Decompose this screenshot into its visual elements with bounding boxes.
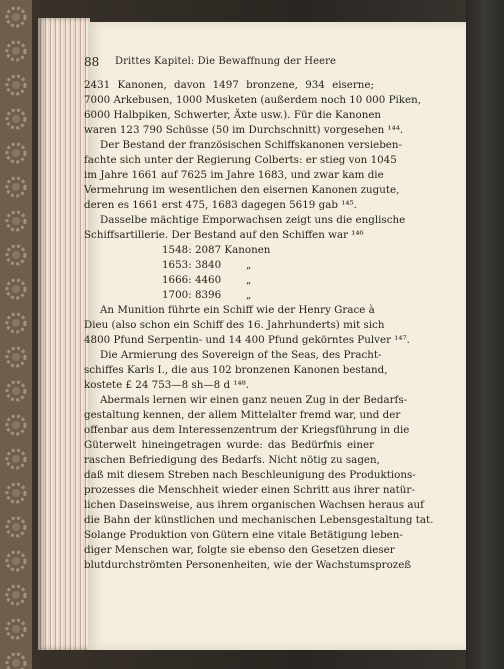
ditto-mark: „ [246, 274, 252, 286]
running-title: Drittes Kapitel: Die Bewaffnung der Heere [115, 56, 337, 67]
text-line: 6000 Halbpiken, Schwerter, Äxte usw.). Für die Kanonen [84, 109, 382, 121]
table-cell: 1666: 4460 [162, 274, 222, 286]
text-line: daß mit diesem Streben nach Beschleunigung des Produktions- [84, 469, 416, 481]
text-line: Solange Produktion von Gütern eine vitale Betätigung leben- [84, 529, 403, 541]
text-line: Schiffsartillerie. Der Bestand auf den Schiffen war ¹⁴⁶ [84, 229, 364, 241]
text-line: lichen Daseinsweise, aus ihrem organischen Wachsen heraus auf [84, 499, 424, 511]
text-line: raschen Befriedigung des Bedarfs. Nicht nötig zu sagen, [84, 454, 380, 466]
table-cell: 1700: 8396 [162, 289, 222, 301]
text-line: Die Armierung des Sovereign of the Seas, des Pracht- [100, 349, 382, 361]
artillery-table [84, 243, 374, 303]
text-line: diger Menschen war, folgte sie ebenso den Gesetzen dieser [84, 544, 395, 556]
text-line: Güterwelt hineingetragen wurde: das Bedürfnis einer [84, 439, 374, 451]
table-row [84, 273, 374, 288]
text-line: schiffes Karls I., die aus 102 bronzenen Kanonen bestand, [84, 364, 388, 376]
text-line: kostete £ 24 753—8 sh—8 d ¹⁴⁸. [84, 379, 249, 391]
table-cell: 1653: 3840 [162, 259, 222, 271]
table-row [84, 288, 374, 303]
cover-pattern-icon [0, 0, 32, 669]
text-line: 4800 Pfund Serpentin- und 14 400 Pfund gekörntes Pulver ¹⁴⁷. [84, 334, 410, 346]
page-edges [38, 18, 90, 650]
text-line: 7000 Arkebusen, 1000 Musketen (außerdem noch 10 000 Piken, [84, 94, 422, 106]
body-text [84, 78, 434, 573]
paragraph [84, 303, 410, 348]
text-line: prozesses die Menschheit wieder einen Schritt aus ihrer natür- [84, 484, 415, 496]
book-cover-left [0, 0, 32, 669]
paragraph [84, 393, 434, 573]
table-row [84, 258, 374, 273]
text-line: Abermals lernen wir einen ganz neuen Zug in der Bedarfs- [100, 394, 408, 406]
text-line: gestaltung kennen, der allem Mittelalter fremd war, und der [84, 409, 401, 421]
text-line: im Jahre 1661 auf 7625 im Jahre 1683, und zwar kam die [84, 169, 384, 181]
text-line: Dieu (also schon ein Schiff des 16. Jahrhunderts) mit sich [84, 319, 385, 331]
table-cell: 1548: 2087 Kanonen [162, 244, 271, 256]
text-line: waren 123 790 Schüsse (50 im Durchschnitt) vorgesehen ¹⁴⁴. [84, 124, 404, 136]
table-row [84, 243, 374, 258]
text-line: Vermehrung im wesentlichen den eisernen Kanonen zugute, [84, 184, 400, 196]
text-line: die Bahn der künstlichen und mechanischen Lebensgestaltung tat. [84, 514, 434, 526]
ditto-mark: „ [246, 289, 252, 301]
text-line: offenbar aus dem Interessenzentrum der Kriegsführung in die [84, 424, 410, 436]
text-line: fachte sich unter der Regierung Colberts: er stieg von 1045 [84, 154, 397, 166]
text-line: 2431 Kanonen, davon 1497 bronzene, 934 eiserne; [84, 79, 374, 91]
paragraph [84, 138, 403, 213]
book-cover-right [466, 0, 504, 669]
ditto-mark: „ [246, 259, 252, 271]
text-line: deren es 1661 erst 475, 1683 dagegen 5619 gab ¹⁴⁵. [84, 199, 357, 211]
text-line: An Munition führte ein Schiff wie der Henry Grace à [100, 304, 375, 316]
text-line: Der Bestand der französischen Schiffskanonen versieben- [100, 139, 403, 151]
paragraph [84, 348, 388, 393]
page-header [84, 55, 374, 71]
paragraph [84, 213, 406, 243]
paragraph [84, 78, 422, 138]
text-line: Dasselbe mächtige Emporwachsen zeigt uns die englische [100, 214, 406, 226]
page-number: 88 [84, 55, 100, 69]
text-line: blutdurchströmten Personenheiten, wie der Wachstumsprozeß [84, 559, 412, 571]
